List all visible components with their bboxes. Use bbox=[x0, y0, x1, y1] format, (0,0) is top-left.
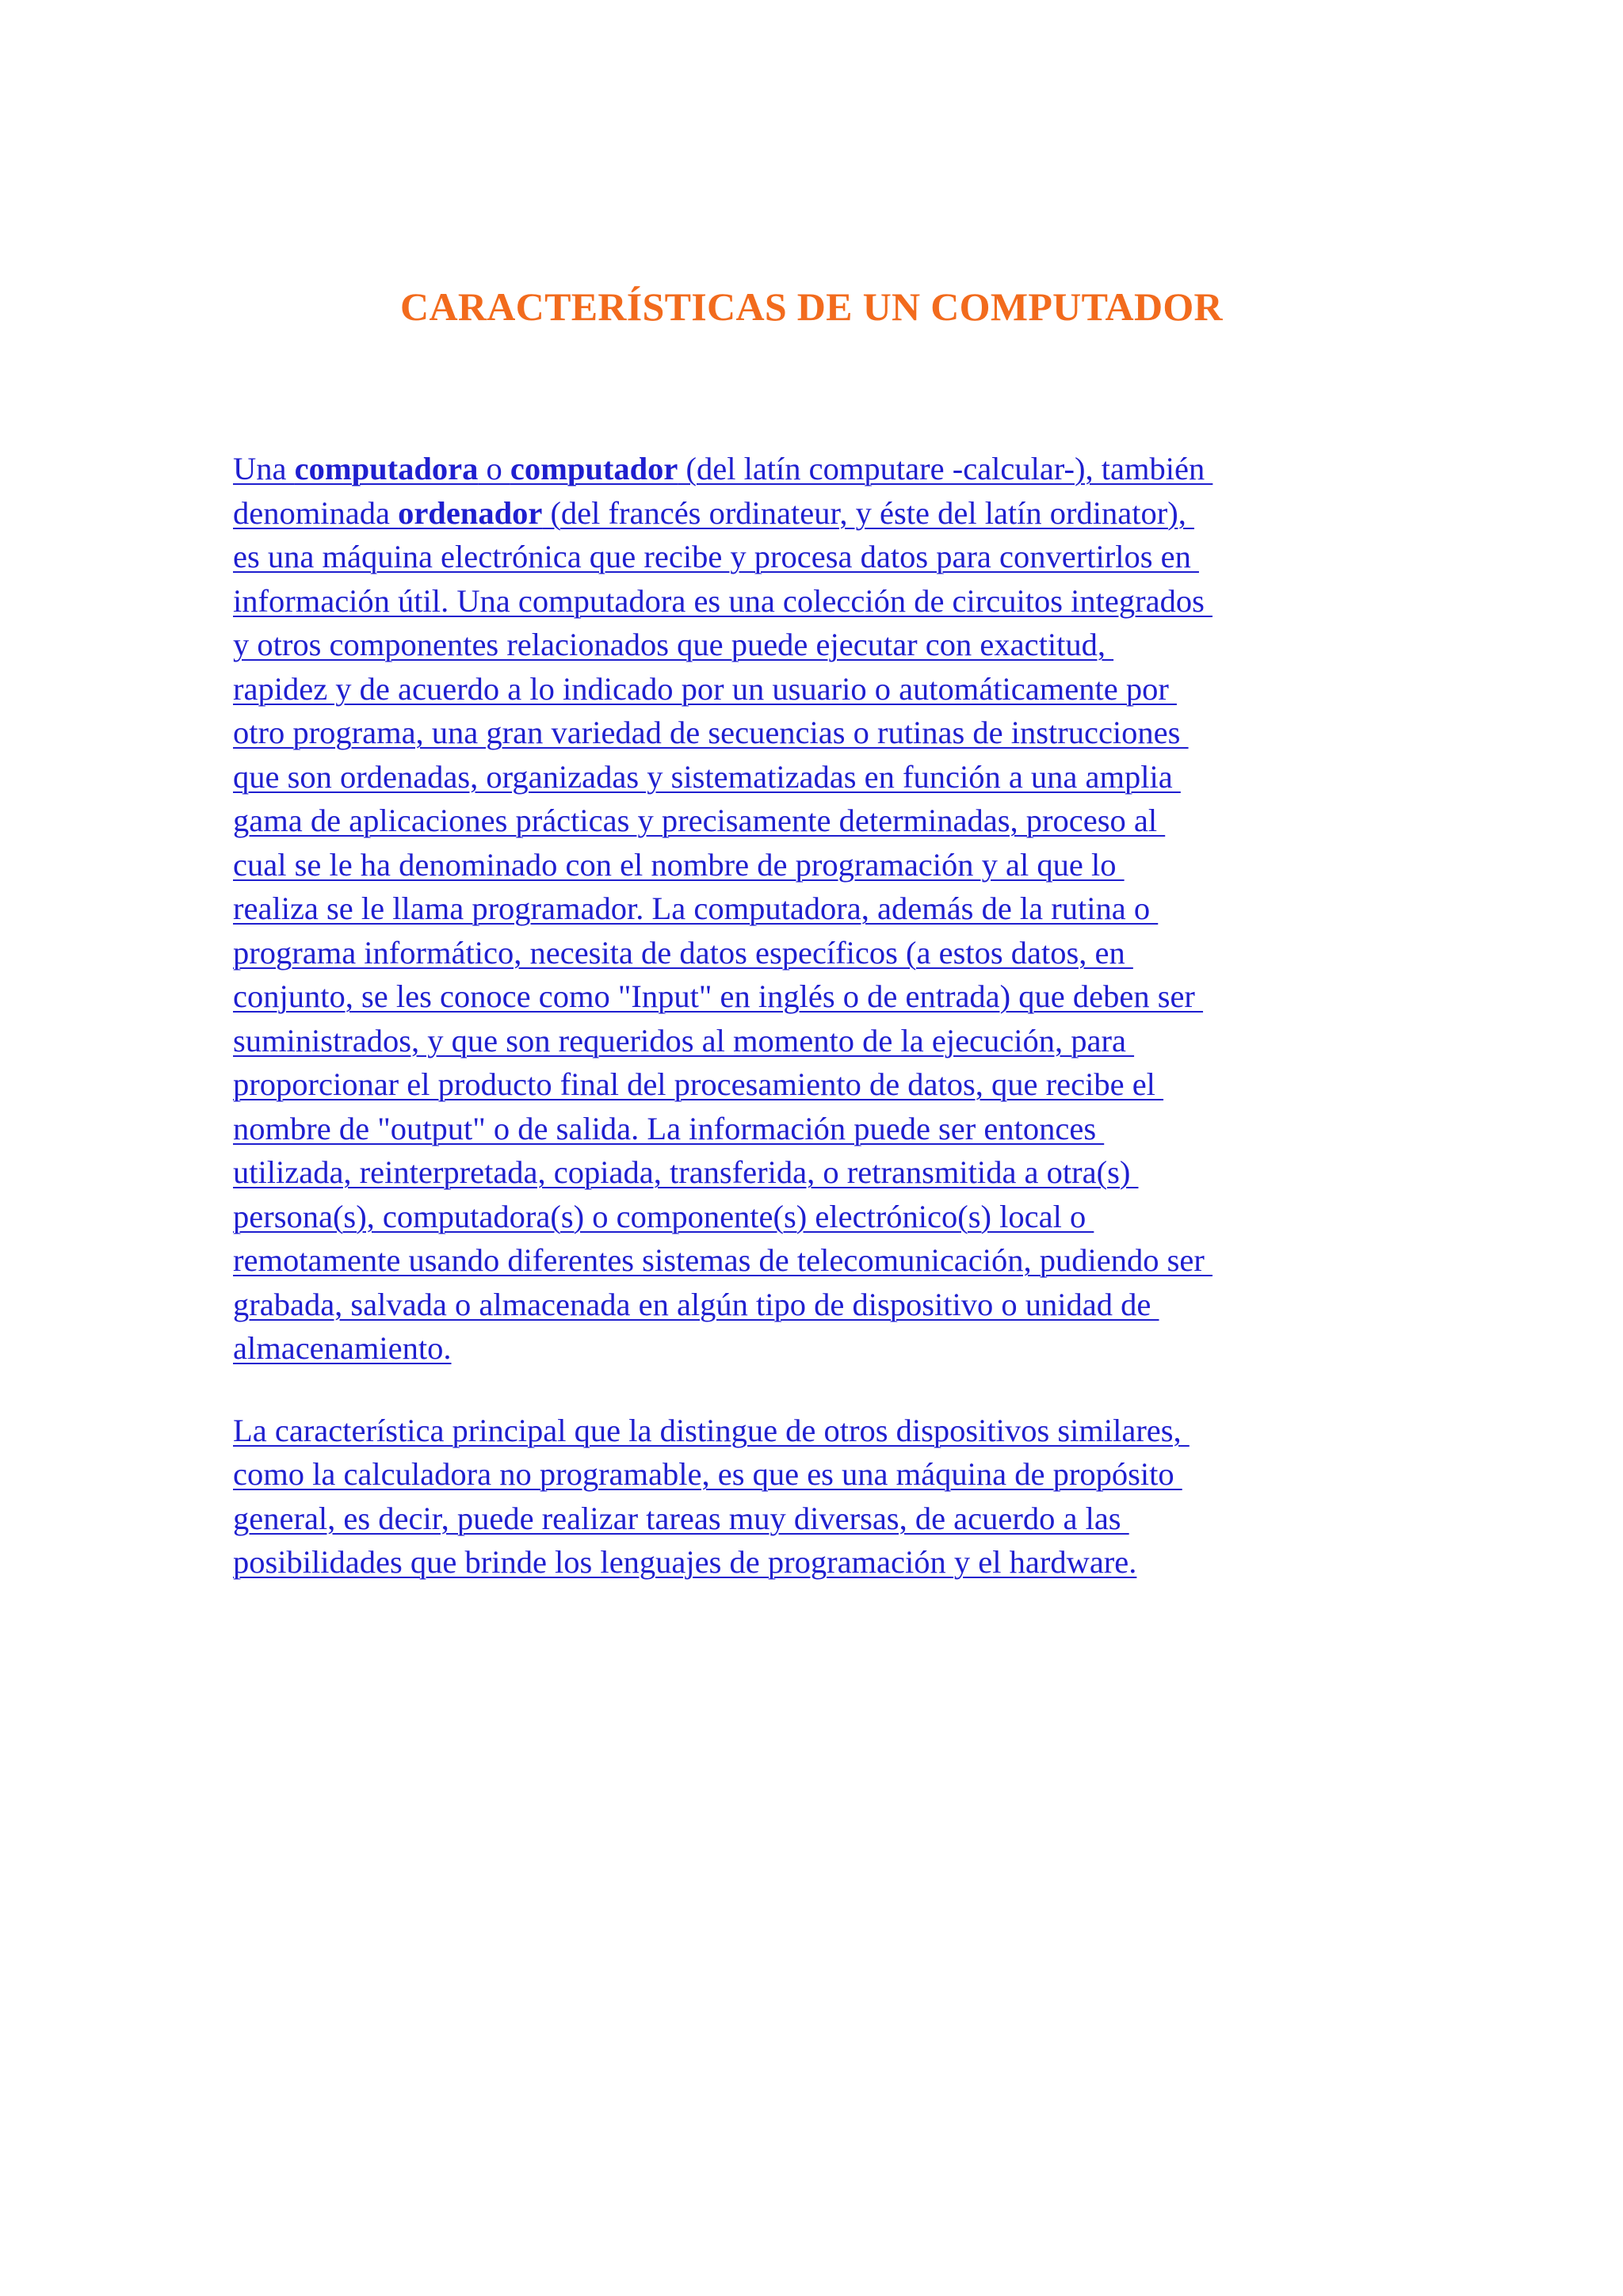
paragraph-1-line[interactable]: y otros componentes relacionados que puede ejecutar con exactitud, bbox=[233, 627, 1114, 662]
paragraph-1-line[interactable]: proporcionar el producto final del procesamiento de datos, que recibe el bbox=[233, 1066, 1164, 1102]
bold-term-ordenador: ordenador bbox=[398, 494, 543, 531]
paragraph-1-line[interactable]: persona(s), computadora(s) o componente(s) electrónico(s) local o bbox=[233, 1198, 1094, 1234]
text-run: denominada bbox=[233, 494, 399, 531]
text-run: (del francés ordinateur, y éste del latín ordinator), bbox=[542, 494, 1194, 531]
paragraph-2-line[interactable]: general, es decir, puede realizar tareas muy diversas, de acuerdo a las bbox=[233, 1500, 1129, 1536]
text-run: o bbox=[478, 451, 510, 486]
paragraph-1-line[interactable]: grabada, salvada o almacenada en algún tipo de dispositivo o unidad de bbox=[233, 1286, 1159, 1322]
paragraph-2-line[interactable]: posibilidades que brinde los lenguajes de programación y el hardware. bbox=[233, 1544, 1137, 1580]
paragraph-1-line[interactable]: remotamente usando diferentes sistemas de telecomunicación, pudiendo ser bbox=[233, 1242, 1212, 1278]
paragraph-1-line[interactable]: cual se le ha denominado con el nombre de programación y al que lo bbox=[233, 846, 1125, 883]
paragraph-1-line[interactable]: que son ordenadas, organizadas y sistematizadas en función a una amplia bbox=[233, 758, 1181, 795]
document-body bbox=[233, 447, 1422, 1585]
paragraph-1-line[interactable] bbox=[233, 447, 1422, 491]
paragraph-2 bbox=[233, 1409, 1422, 1585]
paragraph-1-line[interactable] bbox=[233, 491, 1422, 536]
bold-term-computador: computador bbox=[510, 451, 678, 486]
paragraph-1-line[interactable]: suministrados, y que son requeridos al momento de la ejecución, para bbox=[233, 1022, 1135, 1058]
text-run: (del latín computare -calcular-), también bbox=[678, 451, 1213, 486]
paragraph-1-line[interactable]: rapidez y de acuerdo a lo indicado por un usuario o automáticamente por bbox=[233, 670, 1177, 707]
paragraph-1-line[interactable]: realiza se le llama programador. La computadora, además de la rutina o bbox=[233, 891, 1159, 926]
paragraph-1-line[interactable]: utilizada, reinterpretada, copiada, transferida, o retransmitida a otra(s) bbox=[233, 1154, 1139, 1190]
paragraph-1-line[interactable]: otro programa, una gran variedad de secuencias o rutinas de instrucciones bbox=[233, 715, 1189, 750]
paragraph-1-line[interactable]: es una máquina electrónica que recibe y procesa datos para convertirlos en bbox=[233, 539, 1199, 574]
paragraph-1 bbox=[233, 447, 1422, 1371]
text-run: Una bbox=[233, 451, 295, 486]
paragraph-2-line[interactable]: como la calculadora no programable, es que es una máquina de propósito bbox=[233, 1456, 1182, 1492]
paragraph-1-line[interactable]: conjunto, se les conoce como "Input" en inglés o de entrada) que deben ser bbox=[233, 978, 1204, 1014]
bold-term-computadora: computadora bbox=[294, 451, 479, 486]
paragraph-1-line[interactable]: programa informático, necesita de datos específicos (a estos datos, en bbox=[233, 934, 1133, 971]
paragraph-1-line[interactable]: nombre de "output" o de salida. La información puede ser entonces bbox=[233, 1110, 1105, 1146]
page-title: CARACTERÍSTICAS DE UN COMPUTADOR bbox=[400, 284, 1223, 329]
paragraph-1-line[interactable]: información útil. Una computadora es una colección de circuitos integrados bbox=[233, 582, 1212, 619]
paragraph-2-line[interactable]: La característica principal que la distingue de otros dispositivos similares, bbox=[233, 1412, 1190, 1448]
paragraph-1-line[interactable]: almacenamiento. bbox=[233, 1330, 452, 1366]
paragraph-1-line[interactable]: gama de aplicaciones prácticas y precisamente determinadas, proceso al bbox=[233, 803, 1166, 838]
